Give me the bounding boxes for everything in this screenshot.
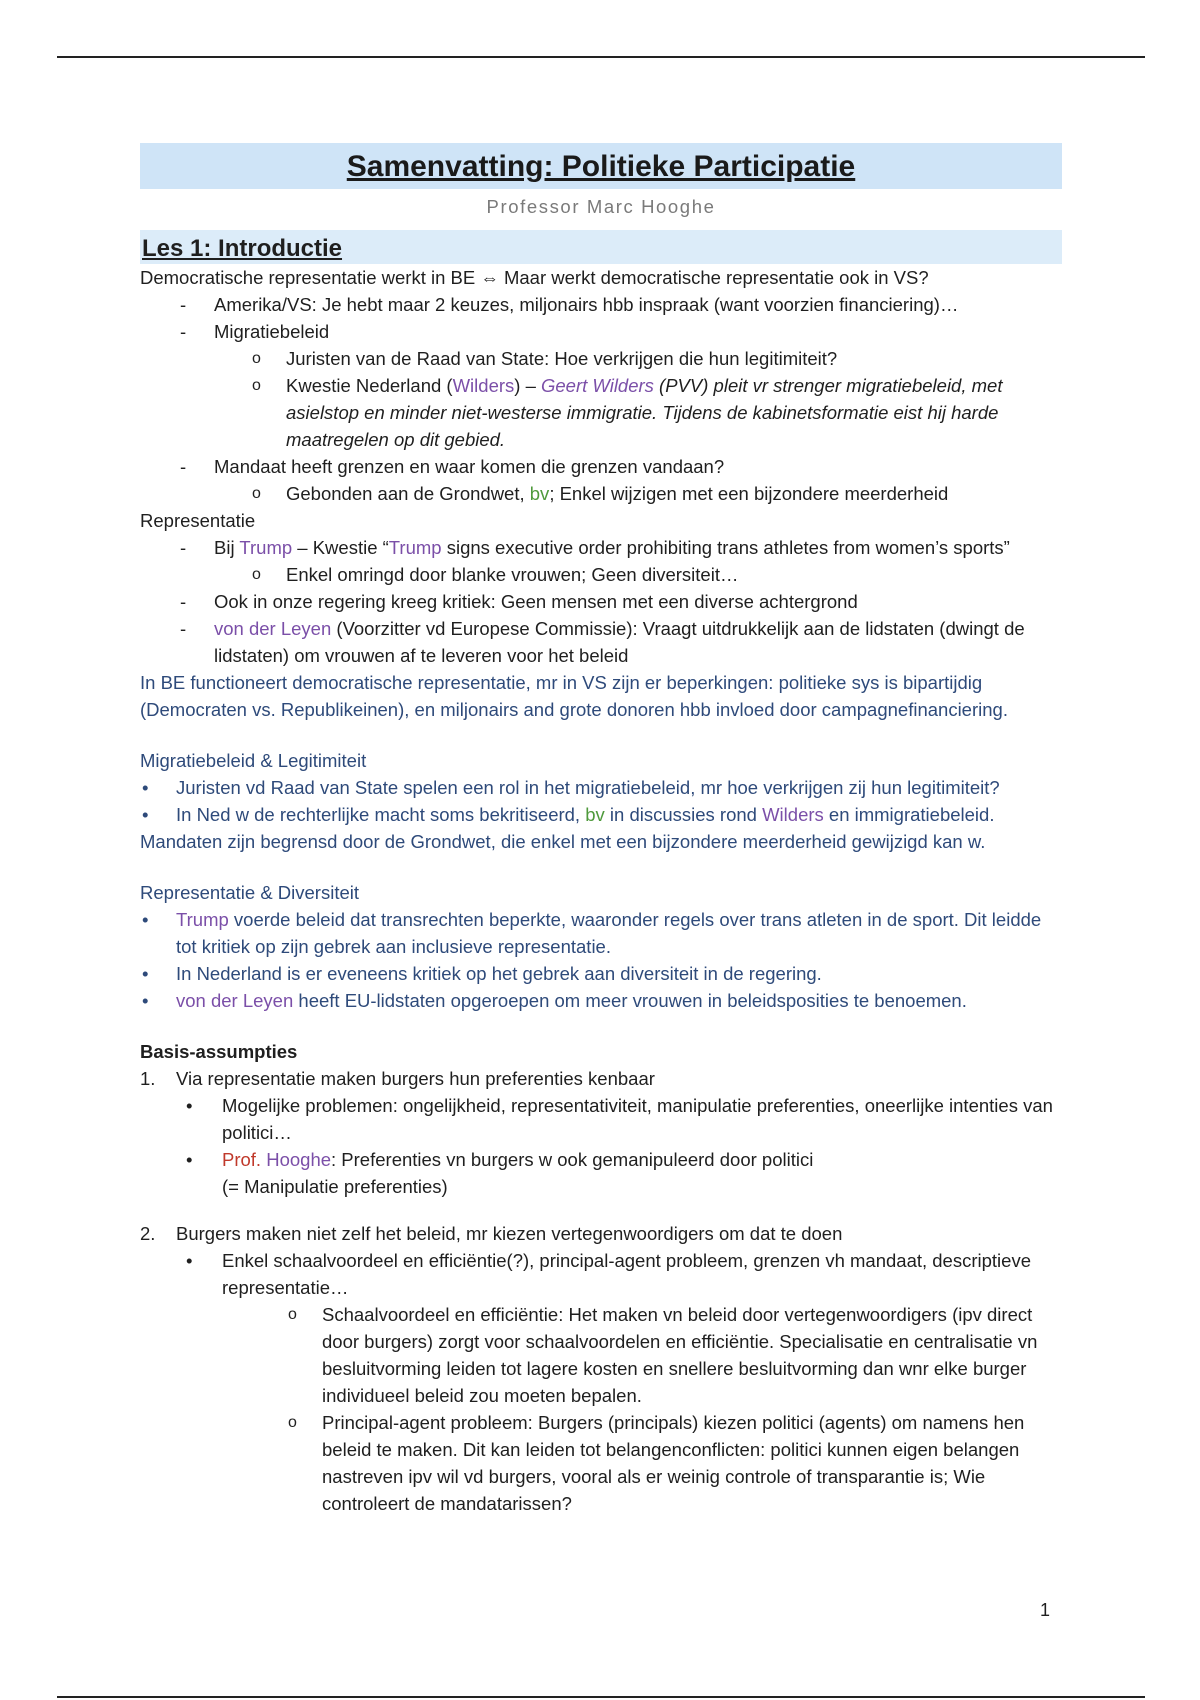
text-fragment: – Kwestie “ [292, 537, 389, 558]
text-fragment: signs executive order prohibiting trans athletes from women’s sports” [441, 537, 1010, 558]
list-item-von-der-leyen [140, 615, 1062, 669]
sublist-item-blanke-vrouwen: o Enkel omringd door blanke vrouwen; Geen diversiteit… [140, 561, 1062, 588]
list-item-amerika: - Amerika/VS: Je hebt maar 2 keuzes, miljonairs hbb inspraak (want voorzien financiering)… [140, 291, 1062, 318]
name-trump: Trump [176, 909, 229, 930]
section-heading-bar [140, 230, 1062, 264]
text-fragment: en immigratiebeleid. [823, 804, 995, 825]
numbered-item-1 [140, 1065, 1062, 1092]
name-von-der-leyen: von der Leyen [176, 990, 294, 1011]
name-geert-wilders: Geert Wilders [541, 375, 654, 396]
bullet-trump-beleid [140, 906, 1062, 960]
top-rule [57, 56, 1145, 58]
sublist-item-grondwet [140, 480, 1062, 507]
text-fragment: (Voorzitter vd Europese Commissie): Vraagt uitdrukkelijk aan de lidstaten (dwingt de lidstaten) om vrouwen af te leveren voor het beleid [214, 618, 1025, 666]
text-fragment: ; Enkel wijzigen met een bijzondere meerderheid [549, 483, 949, 504]
spacer [140, 1014, 1062, 1038]
spacer [140, 1200, 1062, 1220]
intro-line: Democratische representatie werkt in BE ⇔ Maar werkt democratische representatie ook in VS? [140, 267, 929, 288]
sublist-item-juristen: o Juristen van de Raad van State: Hoe verkrijgen die hun legitimiteit? [140, 345, 1062, 372]
name-wilders: Wilders [452, 375, 515, 396]
document-subtitle: Professor Marc Hooghe [486, 196, 716, 217]
text-fragment: In Ned w de rechterlijke macht soms bekritiseerd, [176, 804, 586, 825]
bullet-von-der-leyen [140, 987, 1062, 1014]
section-heading: Les 1: Introductie [142, 235, 343, 262]
text-fragment: Gebonden aan de Grondwet, [286, 483, 530, 504]
abbrev-bv: bv [585, 804, 605, 825]
text-prof: Prof. [222, 1149, 262, 1170]
diversiteit-heading: Representatie & Diversiteit [140, 882, 360, 903]
name-trump: Trump [239, 537, 293, 558]
text-fragment: in discussies rond [604, 804, 763, 825]
numbered-item-2 [140, 1220, 1062, 1247]
summary-paragraph: In BE functioneert democratische representatie, mr in VS zijn er beperkingen: politieke sys is bipartijdig (Democraten vs. Republikeinen), en miljonairs and grote donoren hbb invloed door campagnefinanciering. [140, 672, 1008, 720]
representatie-heading: Representatie [140, 510, 256, 531]
item-number: 1. [140, 1068, 156, 1089]
name-trump: Trump [388, 537, 442, 558]
note-manipulatie: (= Manipulatie preferenties) [222, 1176, 448, 1197]
abbrev-bv: bv [529, 483, 550, 504]
bullet-juristen: • Juristen vd Raad van State spelen een rol in het migratiebeleid, mr hoe verkrijgen zij hun legitimiteit? [140, 774, 1062, 801]
migratie-heading: Migratiebeleid & Legitimiteit [140, 750, 367, 771]
bottom-rule [57, 1696, 1145, 1698]
list-item-trump [140, 534, 1062, 561]
text-fragment: Bij [214, 537, 240, 558]
name-von-der-leyen: von der Leyen [214, 618, 332, 639]
list-item-regering: - Ook in onze regering kreeg kritiek: Geen mensen met een diverse achtergrond [140, 588, 1062, 615]
title-banner [140, 143, 1062, 189]
item-text: Burgers maken niet zelf het beleid, mr kiezen vertegenwoordigers om dat te doen [176, 1223, 843, 1244]
sublist-item-kwestie-nederland [140, 372, 1062, 453]
sublist-item-schaalvoordeel: o Schaalvoordeel en efficiëntie: Het maken vn beleid door vertegenwoordigers (ipv direct door burgers) zorgt voor schaalvoordelen en efficiëntie. Specialisatie en centralisatie vn besluitvorming leiden tot lagere kosten en snellere besluitvorming dan wnr elke burger individueel beleid zou moeten bepalen. [140, 1301, 1062, 1409]
name-hooghe: Hooghe [266, 1149, 332, 1170]
text-fragment: ) – [514, 375, 541, 396]
list-item-mandaat: - Mandaat heeft grenzen en waar komen die grenzen vandaan? [140, 453, 1062, 480]
spacer [140, 855, 1062, 879]
bullet-rechterlijke-macht [140, 801, 1062, 828]
page-number: 1 [1040, 1600, 1051, 1620]
item-text: Via representatie maken burgers hun preferenties kenbaar [176, 1068, 655, 1089]
spacer [140, 723, 1062, 747]
text-fragment: Kwestie Nederland ( [286, 375, 453, 396]
mandaten-paragraph: Mandaten zijn begrensd door de Grondwet, die enkel met een bijzondere meerderheid gewijzigd kan w. [140, 831, 986, 852]
bullet-nederland-diversiteit: • In Nederland is er eveneens kritiek op het gebrek aan diversiteit in de regering. [140, 960, 1062, 987]
name-wilders: Wilders [762, 804, 824, 825]
basis-heading: Basis-assumpties [140, 1041, 298, 1062]
sublist-item-principal-agent: o Principal-agent probleem: Burgers (principals) kiezen politici (agents) om namens hen beleid te maken. Dit kan leiden tot belangenconflicten: politici kunnen eigen belangen nastreven ipv wil vd burgers, vooral als er weinig controle of transparantie is; Wie controleert de mandatarissen? [140, 1409, 1062, 1517]
list-item-migratiebeleid: - Migratiebeleid [140, 318, 1062, 345]
text-fragment: (PVV) pleit vr strenger migratiebeleid, met asielstop en minder niet-westerse immigratie. Tijdens de kabinetsformatie eist hij harde maatregelen op dit gebied. [286, 375, 1003, 450]
document-page [140, 143, 1062, 1517]
document-title: Samenvatting: Politieke Participatie [346, 149, 856, 183]
text-fragment: heeft EU-lidstaten opgeroepen om meer vrouwen in beleidsposities te benoemen. [293, 990, 967, 1011]
text-fragment: voerde beleid dat transrechten beperkte, waaronder regels over trans atleten in de sport. Dit leidde tot kritiek op zijn gebrek aan inclusieve representatie. [176, 909, 1042, 957]
bullet-mogelijke-problemen: • Mogelijke problemen: ongelijkheid, representativiteit, manipulatie preferenties, oneerlijke intenties van politici… [140, 1092, 1062, 1146]
text-fragment: : Preferenties vn burgers w ook gemanipuleerd door politici [331, 1149, 814, 1170]
item-number: 2. [140, 1223, 156, 1244]
bullet-prof-hooghe [140, 1146, 1062, 1200]
bullet-schaalvoordeel-overzicht: • Enkel schaalvoordeel en efficiëntie(?), principal-agent probleem, grenzen vh mandaat, descriptieve representatie… [140, 1247, 1062, 1301]
